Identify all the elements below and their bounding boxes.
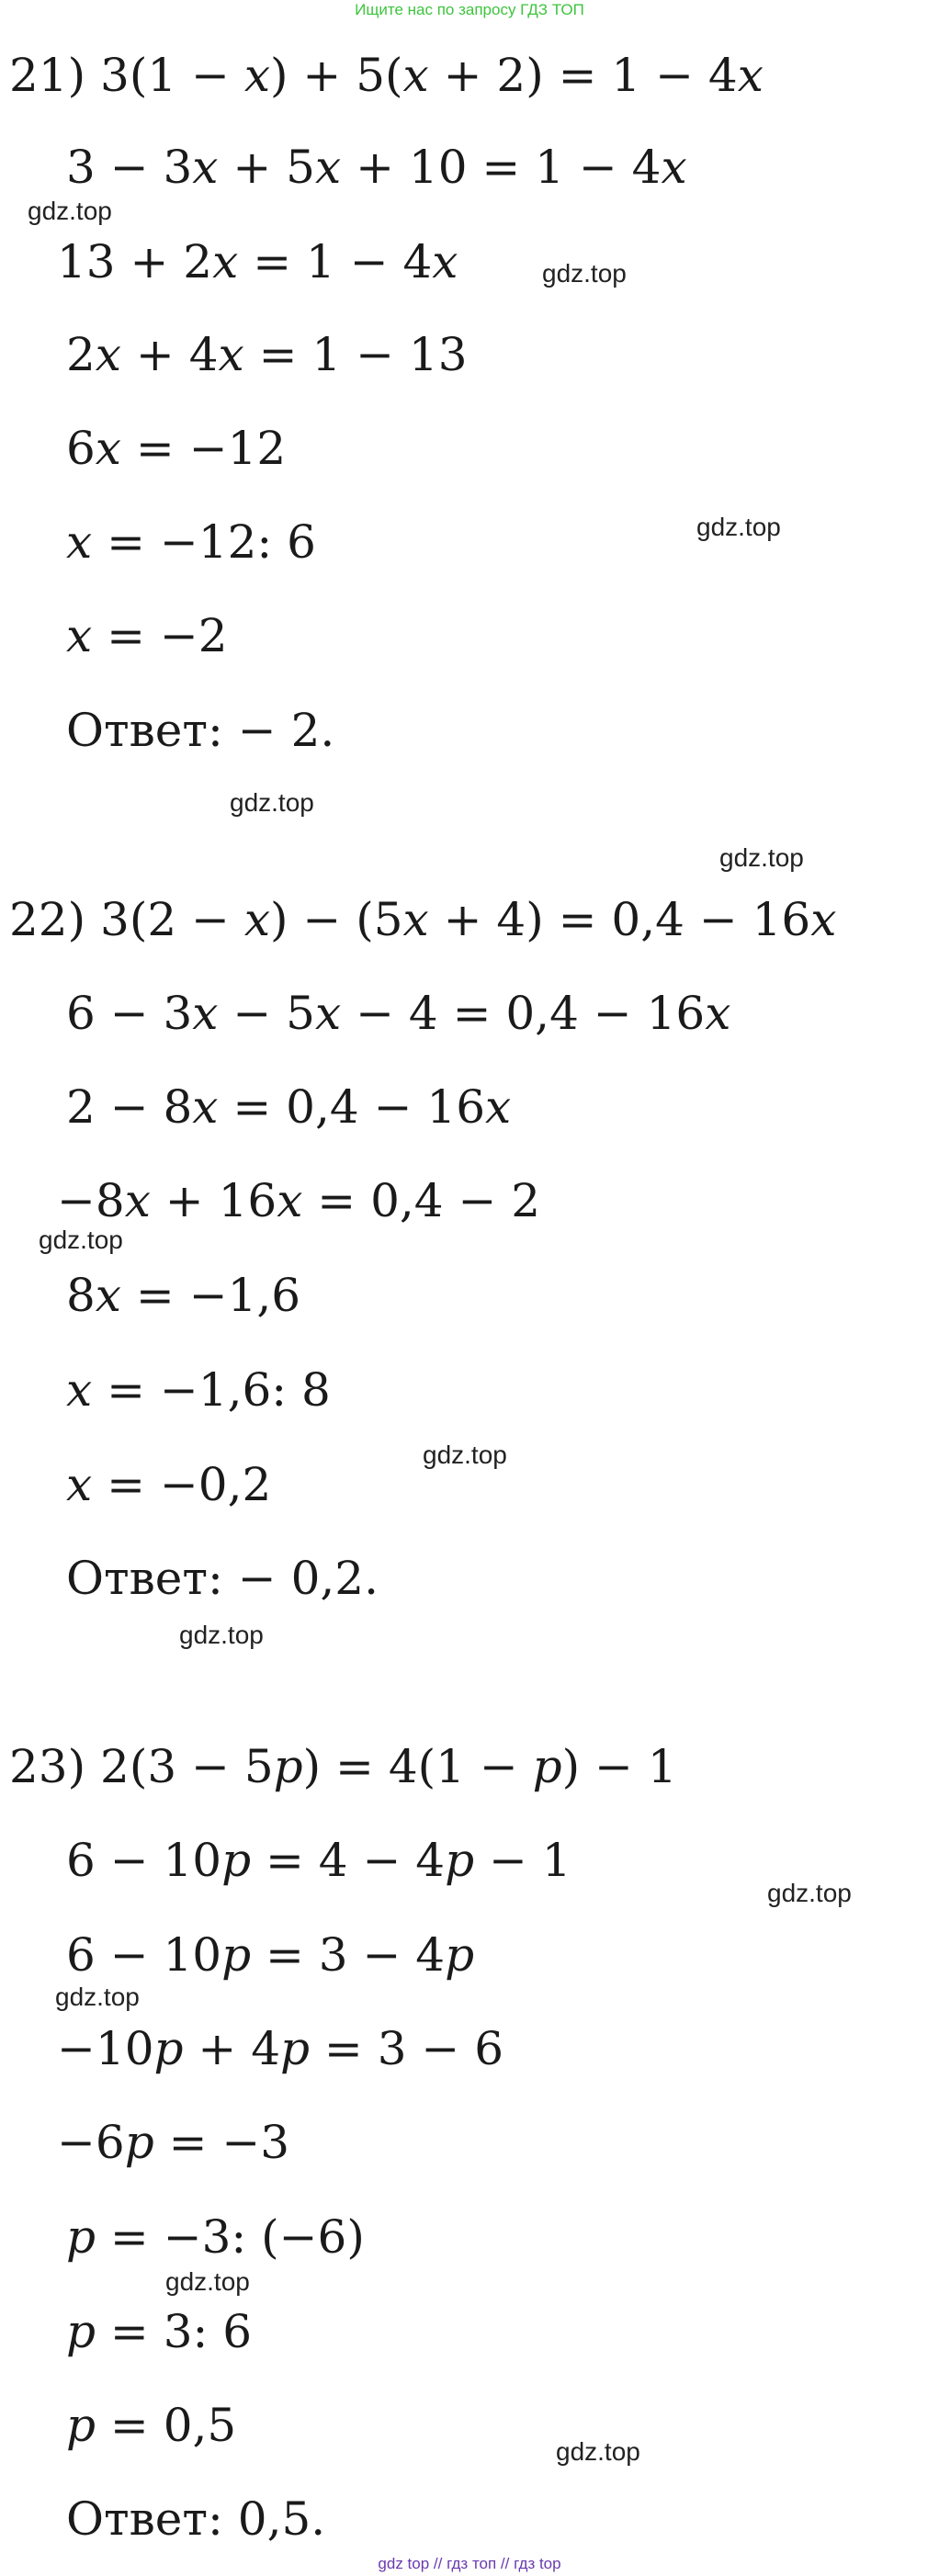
watermark: gdz.top <box>767 1879 852 1907</box>
problem-23-step-6: 𝑝 = 3: 6 <box>66 2305 253 2358</box>
problem-23-step-3: −10𝑝 + 4𝑝 = 3 − 6 <box>57 2022 504 2075</box>
watermark: gdz.top <box>230 788 314 817</box>
problem-22-step-2: 2 − 8𝑥 = 0,4 − 16𝑥 <box>66 1080 512 1134</box>
problem-21-step-5: 𝑥 = −12: 6 <box>66 515 316 569</box>
watermark: gdz.top <box>55 1983 140 2011</box>
problem-23-statement: 23) 2(3 − 5𝑝) = 4(1 − 𝑝) − 1 <box>9 1740 677 1793</box>
footer-links: gdz top // гдз топ // гдз top <box>378 2555 561 2572</box>
problem-21-step-4: 6𝑥 = −12 <box>66 422 287 475</box>
watermark: gdz.top <box>556 2437 640 2466</box>
problem-23-step-4: −6𝑝 = −3 <box>57 2116 290 2169</box>
watermark: gdz.top <box>165 2267 250 2296</box>
watermark: gdz.top <box>423 1441 507 1469</box>
problem-22-step-1: 6 − 3𝑥 − 5𝑥 − 4 = 0,4 − 16𝑥 <box>66 987 731 1040</box>
problem-23-step-5: 𝑝 = −3: (−6) <box>66 2210 365 2264</box>
watermark: gdz.top <box>696 513 781 541</box>
problem-21-step-6: 𝑥 = −2 <box>66 609 228 662</box>
top-banner: Ищите нас по запросу ГДЗ ТОП <box>355 1 584 18</box>
problem-21-step-3: 2𝑥 + 4𝑥 = 1 − 13 <box>66 328 468 381</box>
watermark: gdz.top <box>179 1621 264 1649</box>
problem-23-step-1: 6 − 10𝑝 = 4 − 4𝑝 − 1 <box>66 1834 571 1887</box>
problem-22-step-6: 𝑥 = −0,2 <box>66 1458 272 1511</box>
problem-21-statement: 21) 3(1 − 𝑥) + 5(𝑥 + 2) = 1 − 4𝑥 <box>9 49 764 102</box>
watermark: gdz.top <box>28 197 112 225</box>
problem-22-step-3: −8𝑥 + 16𝑥 = 0,4 − 2 <box>57 1174 541 1227</box>
problem-22-answer: Ответ: − 0,2. <box>66 1552 379 1605</box>
problem-23-step-2: 6 − 10𝑝 = 3 − 4𝑝 <box>66 1928 475 1982</box>
watermark: gdz.top <box>719 843 804 872</box>
watermark: gdz.top <box>542 259 627 288</box>
problem-23-step-7: 𝑝 = 0,5 <box>66 2399 237 2452</box>
problem-21-step-2: 13 + 2𝑥 = 1 − 4𝑥 <box>57 235 458 288</box>
problem-21-answer: Ответ: − 2. <box>66 704 335 757</box>
watermark: gdz.top <box>39 1226 123 1254</box>
problem-21-step-1: 3 − 3𝑥 + 5𝑥 + 10 = 1 − 4𝑥 <box>66 141 687 194</box>
problem-23-answer: Ответ: 0,5. <box>66 2492 326 2546</box>
problem-22-statement: 22) 3(2 − 𝑥) − (5𝑥 + 4) = 0,4 − 16𝑥 <box>9 893 837 946</box>
problem-22-step-5: 𝑥 = −1,6: 8 <box>66 1363 331 1417</box>
problem-22-step-4: 8𝑥 = −1,6 <box>66 1269 301 1322</box>
